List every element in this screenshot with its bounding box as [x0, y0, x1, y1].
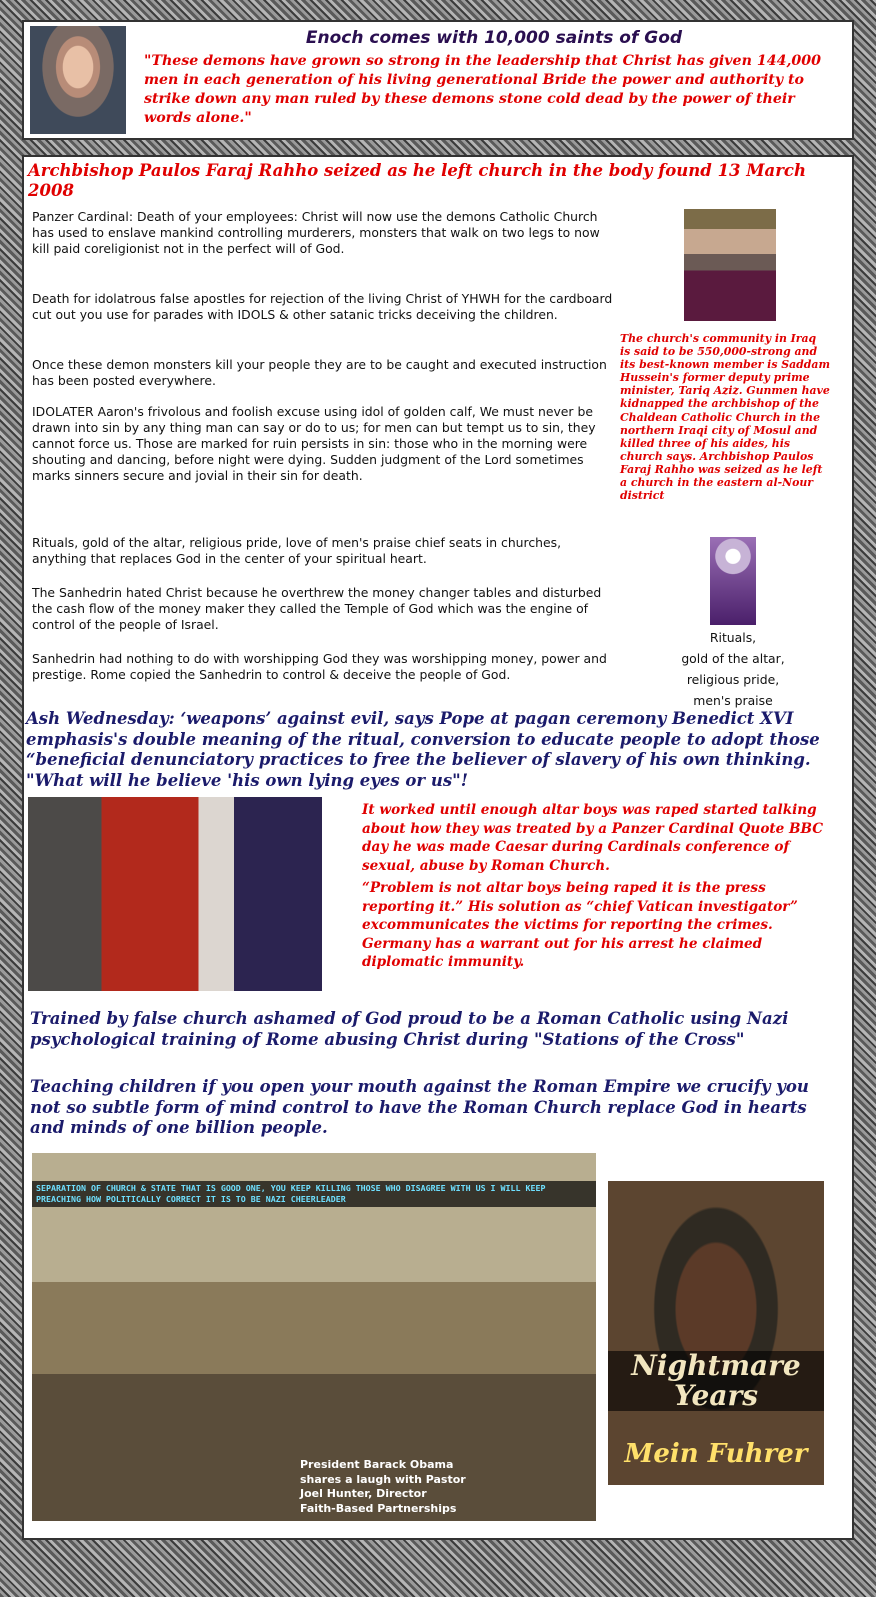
- poster-title-line: Nightmare: [631, 1349, 801, 1382]
- church-caption: The church's community in Iraq is said to be 550,000-strong and its best-known member is Saddam Hussein's former deputy prime minister, Tariq Aziz. Gunmen have kidnapped the archbishop of the Chaldean Catholic Church in the northern Iraqi city of Mosul and killed three of his aides, his church says. Archbishop Paulos Faraj Rahho was seized as he left a church in the eastern al-Nour district: [620, 332, 830, 503]
- photo-banner: SEPARATION OF CHURCH & STATE THAT IS GOOD ONE, YOU KEEP KILLING THOSE WHO DISAGREE WITH US I WILL KEEP PREACHING HOW POLITICALLY CORRECT IT IS TO BE NAZI CHEERLEADER: [32, 1181, 596, 1207]
- main-panel: [22, 155, 854, 1540]
- nightmare-years-poster: [608, 1181, 824, 1485]
- photo-caption: [300, 1458, 500, 1516]
- rituals-caption: [652, 627, 814, 711]
- altar-boys-text: [362, 801, 832, 976]
- archbishop-headline: Archbishop Paulos Faraj Rahho seized as he left church in the body found 13 March 2008: [28, 161, 806, 200]
- pope-ceremony-photo: [28, 797, 322, 991]
- poster-title-line: Years: [673, 1379, 759, 1412]
- caption-line: shares a laugh with Pastor: [300, 1472, 466, 1486]
- caption-line: Joel Hunter, Director: [300, 1487, 427, 1500]
- top-panel: [22, 20, 854, 140]
- rituals-line: religious pride,: [686, 672, 780, 687]
- false-church-headline: Trained by false church ashamed of God proud to be a Roman Catholic using Nazi psychological training of Rome abusing Christ during "Stations of the Cross": [30, 1009, 789, 1049]
- rituals-line: men's praise: [693, 693, 773, 708]
- altar-text-paragraph: It worked until enough altar boys was raped started talking about how they was treated by a Panzer Cardinal Quote BBC day he was made Caesar during Cardinals conference of sexual, abuse by Roman Church.: [362, 802, 824, 874]
- caption-line: Faith-Based Partnerships: [300, 1501, 457, 1515]
- paragraph-idolater-aaron: IDOLATER Aaron's frivolous and foolish excuse using idol of golden calf, We must never be drawn into sin by any thing man can say or do to us; for men can but tempt us to sin, they cannot force us. Those are marked for ruin persists in sin: those who in the morning were shouting and dancing, before night were dying. Sudden judgment of the Lord sometimes marks sinners secure and jovial in their sin for death.: [32, 404, 596, 483]
- paragraph-rituals: Rituals, gold of the altar, religious pride, love of men's praise chief seats in churches, anything that replaces God in the center of your spiritual heart.: [32, 535, 562, 566]
- paragraph-sanhedrin-2: Sanhedrin had nothing to do with worshipping God they was worshipping money, power and prestige. Rome copied the Sanhedrin to control & deceive the people of God.: [32, 651, 607, 682]
- teaching-children-headline: Teaching children if you open your mouth against the Roman Empire we crucify you not so subtle form of mind control to have the Roman Church replace God in hearts and minds of one billion people.: [30, 1077, 809, 1137]
- portrait-photo: [30, 26, 126, 134]
- poster-subtitle: Mein Fuhrer: [624, 1439, 808, 1469]
- rituals-line: Rituals,: [709, 630, 757, 645]
- paragraph-panzer-cardinal: Panzer Cardinal: Death of your employees: Christ will now use the demons Catholic Church has used to enslave mankind controlling murderers, monsters that walk on two legs to now kill paid coreligionist not in the perfect will of God.: [32, 209, 600, 256]
- enoch-title: Enoch comes with 10,000 saints of God: [305, 28, 683, 48]
- archbishop-photo: [684, 209, 776, 321]
- chalice-image: [710, 537, 756, 625]
- rituals-line: gold of the altar,: [681, 651, 785, 666]
- oval-office-photo: [32, 1153, 596, 1521]
- poster-title: [608, 1351, 824, 1411]
- paragraph-sanhedrin-1: The Sanhedrin hated Christ because he overthrew the money changer tables and disturbed the cash flow of the money maker they called the Temple of God which was the engine of control of the people of Israel.: [32, 585, 602, 632]
- paragraph-demon-monsters: Once these demon monsters kill your people they are to be caught and executed instruction has been posted everywhere.: [32, 357, 607, 388]
- ash-wednesday-headline: Ash Wednesday: ‘weapons’ against evil, says Pope at pagan ceremony Benedict XVI emphasis's double meaning of the ritual, conversion to educate people to adopt those “beneficial denunciatory practices to free the believer of slavery of his own thinking. "What will he believe 'his own lying eyes or us"!: [26, 709, 820, 790]
- enoch-quote: "These demons have grown so strong in the leadership that Christ has given 144,000 men in each generation of his living generational Bride the power and authority to strike down any man ruled by these demons stone cold dead by the power of their words alone.": [144, 53, 821, 126]
- paragraph-idolatrous: Death for idolatrous false apostles for rejection of the living Christ of YHWH for the cardboard cut out you use for parades with IDOLS & other satanic tricks deceiving the children.: [32, 291, 613, 322]
- altar-text-paragraph: “Problem is not altar boys being raped it is the press reporting it.” His solution as “chief Vatican investigator” excommunicates the victims for reporting the crimes. Germany has a warrant out for his arrest he claimed diplomatic immunity.: [362, 880, 798, 970]
- caption-line: President Barack Obama: [300, 1458, 454, 1471]
